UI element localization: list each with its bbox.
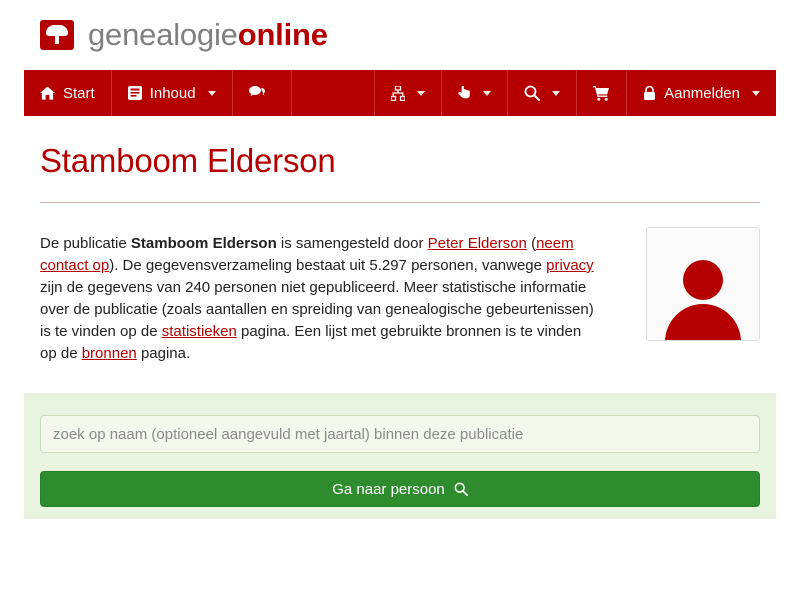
author-link[interactable]: Peter Elderson [427, 235, 527, 252]
intro-text-7: pagina. [136, 345, 191, 362]
nav-item-search[interactable] [507, 70, 576, 116]
intro-text-3: ( [526, 235, 537, 252]
nav-item-hand-point[interactable] [441, 70, 507, 116]
avatar [646, 227, 760, 341]
intro-text-6: pagina. Een lijst met gebruikte bronnen is te vinden op de [40, 323, 582, 362]
shopping-cart-icon [593, 86, 610, 101]
nav-item-aanmelden[interactable] [626, 70, 776, 116]
statistics-link[interactable]: statistieken [161, 323, 237, 340]
site-header [24, 0, 776, 70]
person-silhouette-icon [660, 256, 746, 340]
tree-logo-icon [40, 20, 74, 50]
chevron-down-icon [752, 91, 760, 96]
nav-item-family-tree[interactable] [374, 70, 441, 116]
intro-text-1: De publicatie [40, 235, 131, 252]
book-icon [128, 86, 142, 100]
hand-point-up-icon [458, 86, 471, 101]
chevron-down-icon [208, 91, 216, 96]
brand-name-part2: online [237, 17, 328, 52]
lock-icon [643, 86, 656, 101]
intro-text-5: zijn de gegevens van 240 personen niet gepubliceerd. Meer statistische informatie over de publicatie (zoals aantallen en spreiding van genealogische gebeurtenissen) is te vinden op de [40, 279, 594, 340]
chevron-down-icon [552, 91, 560, 96]
intro-text-4: ). De gegevensverzameling bestaat uit 5.297 personen, vanwege [109, 257, 547, 274]
go-to-person-button[interactable] [40, 471, 760, 507]
page-title: Stamboom Elderson [40, 142, 336, 179]
tree-chart-icon [391, 86, 405, 101]
nav-item-cart[interactable] [576, 70, 626, 116]
title-divider [40, 202, 760, 203]
site-logo-text[interactable] [88, 17, 328, 53]
contact-link[interactable]: neem contact op [40, 235, 574, 274]
title-section [24, 142, 776, 203]
nav-item-aanmelden-label: Aanmelden [664, 84, 740, 102]
home-icon [40, 86, 55, 100]
navbar-left-group [24, 70, 292, 116]
nav-item-start[interactable] [24, 70, 112, 116]
search-input[interactable] [40, 415, 760, 453]
nav-item-start-label: Start [63, 84, 95, 102]
main-navbar [24, 70, 776, 116]
comments-icon [249, 86, 267, 100]
nav-item-inhoud-label: Inhoud [149, 84, 196, 102]
nav-item-comments[interactable] [233, 70, 292, 116]
go-to-person-button-label: Ga naar persoon [332, 480, 445, 498]
chevron-down-icon [417, 91, 425, 96]
intro-text-2: is samengesteld door [276, 235, 428, 252]
sources-link[interactable]: bronnen [81, 345, 137, 362]
publication-name: Stamboom Elderson [130, 235, 277, 252]
person-search-panel [24, 393, 776, 519]
publication-description [40, 233, 596, 365]
navbar-right-group [374, 70, 776, 116]
nav-item-inhoud[interactable] [112, 70, 233, 116]
search-icon [524, 85, 540, 101]
chevron-down-icon [483, 91, 491, 96]
search-icon [454, 482, 468, 496]
brand-name-part1: genealogie [88, 17, 238, 52]
publication-intro [24, 233, 776, 365]
privacy-link[interactable]: privacy [546, 257, 594, 274]
